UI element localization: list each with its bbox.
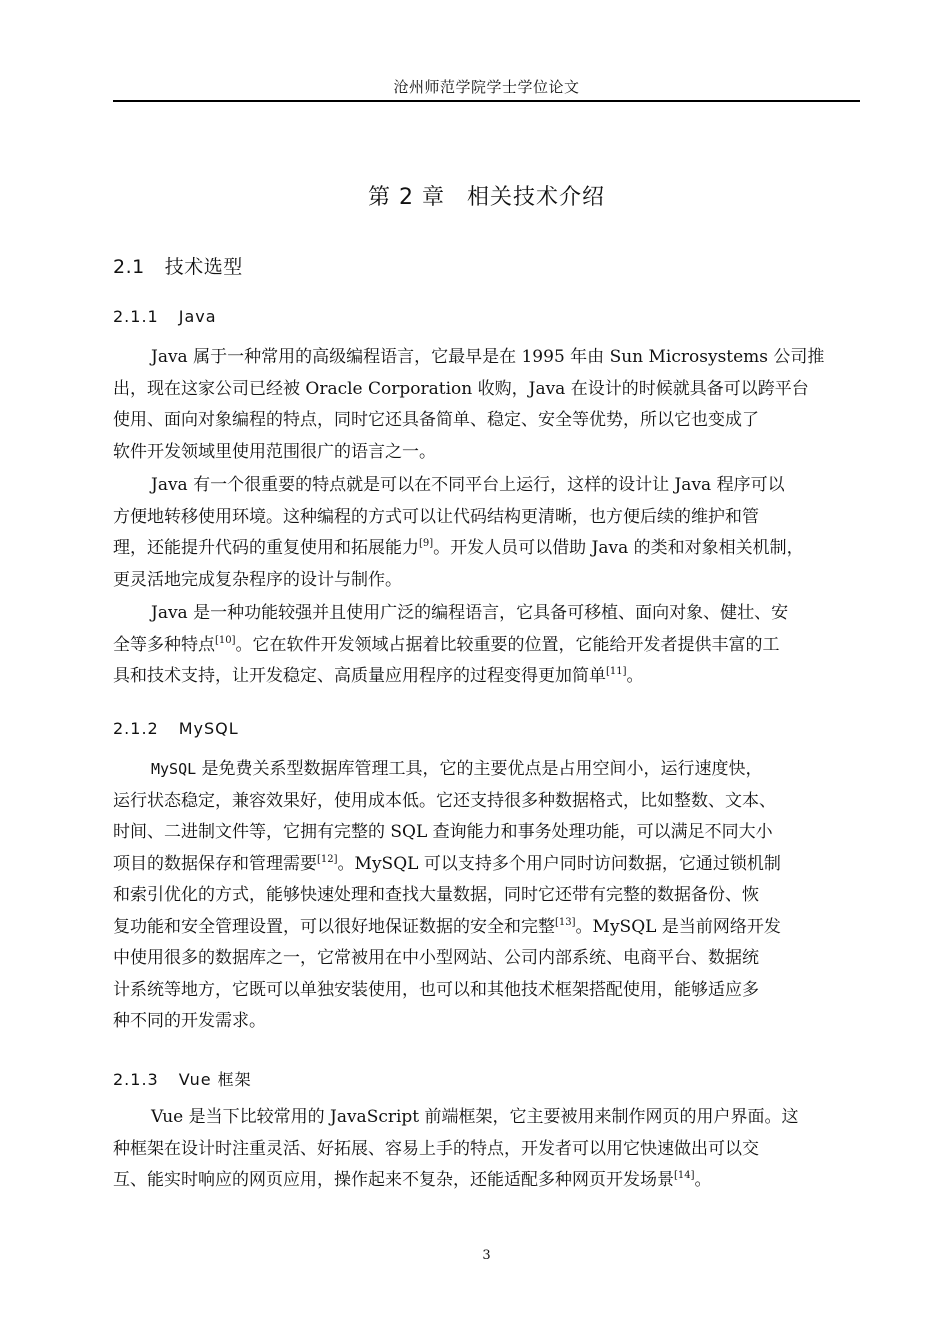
header-rule <box>113 100 860 102</box>
text-line <box>113 661 860 693</box>
text-line: 更灵活地完成复杂程序的设计与制作。 <box>113 569 402 590</box>
text-line: 种框架在设计时注重灵活、好拓展、容易上手的特点，开发者可以用它快速做出可以交 <box>113 1138 759 1159</box>
text-line: 使用、面向对象编程的特点，同时它还具备简单、稳定、安全等优势，所以它也变成了 <box>113 410 759 430</box>
paragraph-java-3 <box>113 598 860 693</box>
subsection-heading-2-1-2 <box>113 719 239 738</box>
text-line: 运行状态稳定，兼容效果好，使用成本低。它还支持很多种数据格式，比如整数、文本、 <box>113 790 776 811</box>
text-line: Java 是一种功能较强并且使用广泛的编程语言，它具备可移植、面向对象、健壮、安 <box>151 603 789 623</box>
text-line <box>113 630 860 662</box>
subsection-heading-2-1-3 <box>113 1067 252 1090</box>
text-run: 。MySQL 是当前网络开发 <box>575 916 781 937</box>
citation: [14] <box>674 1170 695 1181</box>
text-line: Java 属于一种常用的高级编程语言，它最早是在 1995 年由 Sun Microsystems 公司推 <box>151 347 825 367</box>
chapter-number: 第 2 章 <box>368 185 445 210</box>
text-line: 计系统等地方，它既可以单独安装使用，也可以和其他技术框架搭配使用，能够适应多 <box>113 979 759 1000</box>
text-run: 项目的数据保存和管理需要 <box>113 853 317 874</box>
subsection-heading-2-1-1 <box>113 307 217 326</box>
text-line: 出，现在这家公司已经被 Oracle Corporation 收购，Java 在设计的时候就具备可以跨平台 <box>113 378 809 399</box>
citation: [12] <box>317 853 338 865</box>
subsection-title: Vue 框架 <box>178 1070 252 1089</box>
text-run: 。 <box>626 666 644 686</box>
text-run: 。它在软件开发领域占据着比较重要的位置，它能给开发者提供丰富的工 <box>235 634 780 655</box>
text-line: 时间、二进制文件等，它拥有完整的 SQL 查询能力和事务处理功能，可以满足不同大小 <box>113 822 773 842</box>
paragraph-vue-1 <box>113 1102 860 1197</box>
paragraph-java-1 <box>113 342 860 468</box>
paragraph-mysql-1 <box>113 754 860 1038</box>
text-line: 软件开发领域里使用范围很广的语言之一。 <box>113 441 436 462</box>
text-line: 方便地转移使用环境。这种编程的方式可以让代码结构更清晰，也方便后续的维护和管 <box>113 506 759 527</box>
subsection-number: 2.1.1 <box>113 307 159 326</box>
text-run: 互、能实时响应的网页应用，操作起来不复杂，还能适配多种网页开发场景 <box>113 1170 674 1190</box>
chapter-name: 相关技术介绍 <box>466 185 605 210</box>
citation: [9] <box>419 538 434 549</box>
chapter-title <box>113 180 860 211</box>
text-run: 复功能和安全管理设置，可以很好地保证数据的安全和完整 <box>113 916 555 937</box>
citation: [11] <box>606 666 627 677</box>
text-run: MySQL <box>151 760 197 778</box>
citation: [13] <box>555 916 576 928</box>
text-line <box>113 1165 860 1197</box>
subsection-title: MySQL <box>178 719 239 738</box>
text-line <box>113 849 860 881</box>
text-line <box>113 912 860 944</box>
text-line: Java 有一个很重要的特点就是可以在不同平台上运行，这样的设计让 Java 程序可以 <box>151 475 785 495</box>
text-line: Vue 是当下比较常用的 JavaScript 前端框架，它主要被用来制作网页的用户界面。这 <box>151 1107 799 1127</box>
subsection-number: 2.1.2 <box>113 719 159 738</box>
text-line: 和索引优化的方式，能够快速处理和查找大量数据，同时它还带有完整的数据备份、恢 <box>113 885 759 905</box>
text-run: 。 <box>694 1170 712 1190</box>
text-run: 具和技术支持，让开发稳定、高质量应用程序的过程变得更加简单 <box>113 666 606 686</box>
running-header: 沧州师范学院学士学位论文 <box>393 78 580 96</box>
text-line <box>113 754 860 786</box>
text-line: 种不同的开发需求。 <box>113 1011 266 1031</box>
section-title: 技术选型 <box>164 256 243 278</box>
subsection-number: 2.1.3 <box>113 1070 159 1089</box>
text-run: 是免费关系型数据库管理工具，它的主要优点是占用空间小，运行速度快， <box>196 759 763 779</box>
page-number: 3 <box>482 1248 491 1263</box>
subsection-title: Java <box>178 307 217 326</box>
paragraph-java-2 <box>113 470 860 596</box>
text-run: 。开发人员可以借助 Java 的类和对象相关机制， <box>433 538 804 558</box>
text-run: 。MySQL 可以支持多个用户同时访问数据，它通过锁机制 <box>337 853 781 874</box>
text-run: 全等多种特点 <box>113 634 215 655</box>
section-number: 2.1 <box>113 256 145 278</box>
citation: [10] <box>215 634 236 646</box>
text-run: 理，还能提升代码的重复使用和拓展能力 <box>113 538 419 558</box>
text-line: 中使用很多的数据库之一，它常被用在中小型网站、公司内部系统、电商平台、数据统 <box>113 948 759 968</box>
section-heading-2-1 <box>113 252 243 279</box>
text-line <box>113 533 860 565</box>
